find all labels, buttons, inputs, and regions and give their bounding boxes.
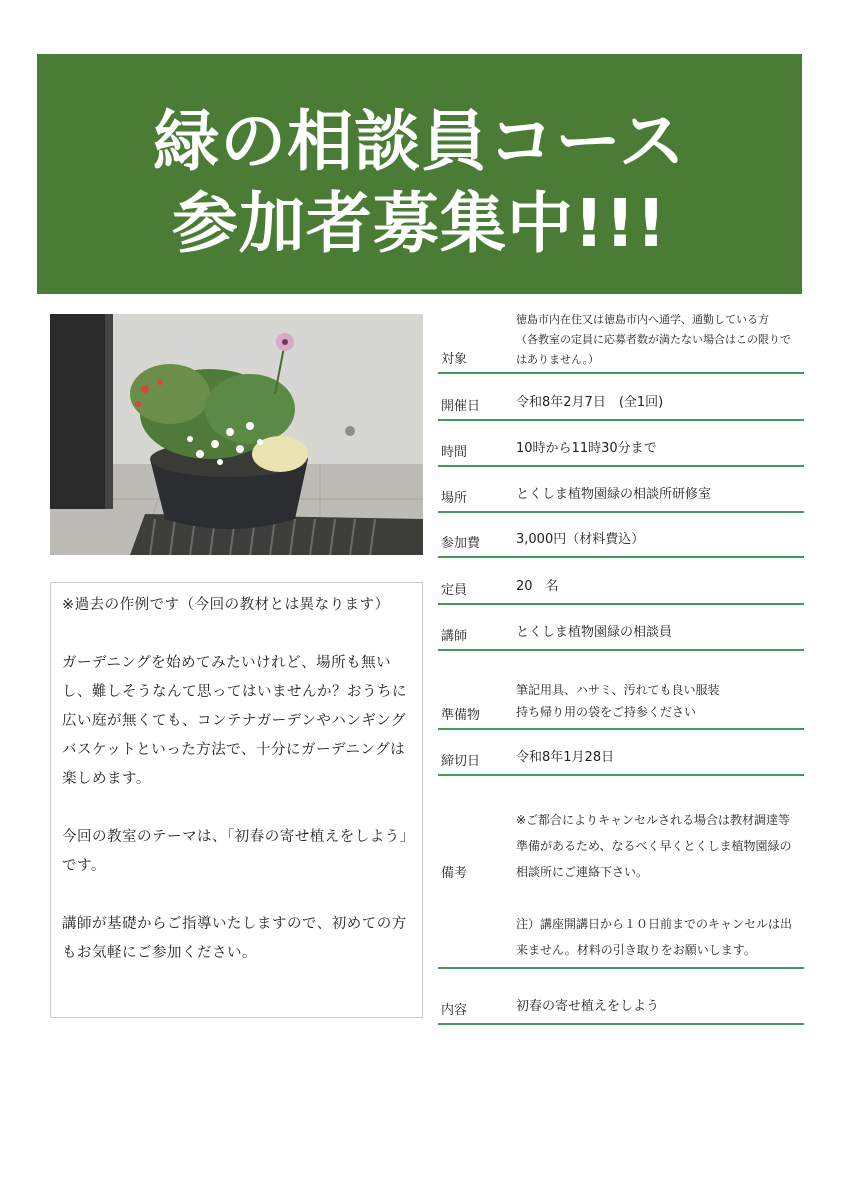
planter-photo-illustration <box>50 314 423 555</box>
description-paragraph-2: 今回の教室のテーマは、「初春の寄せ植えをしよう」です。 <box>62 829 408 874</box>
info-value: 3,000円（材料費込） <box>516 532 645 547</box>
description-paragraph-3: 講師が基礎からご指導いたしますので、初めての方もお気軽にご参加ください。 <box>62 916 407 961</box>
target-line-2: （各教室の定員に応募者数が満たない場合はこの限りではありません。） <box>516 333 791 366</box>
info-label: 定員 <box>441 583 468 598</box>
info-value: とくしま植物園緑の相談所研修室 <box>516 487 712 502</box>
title-line-1: 緑の相談員コース <box>153 103 686 180</box>
info-label: 開催日 <box>441 399 481 414</box>
info-label: 対象 <box>441 352 468 367</box>
info-row-date <box>438 374 804 421</box>
info-row-capacity <box>438 558 804 605</box>
info-value <box>516 310 800 370</box>
info-row-remarks <box>438 776 804 969</box>
photo-note: ※過去の作例です（今回の教材とは異なります） <box>62 597 390 613</box>
target-line-1: 徳島市内在住又は徳島市内へ通学、通勤している方 <box>516 313 769 326</box>
info-row-place <box>438 467 804 513</box>
info-row-items <box>438 651 804 730</box>
info-value: 10時から11時30分まで <box>516 441 657 456</box>
description-box <box>50 582 423 1018</box>
items-line-2: 持ち帰り用の袋をご持参ください <box>516 705 697 719</box>
info-label: 時間 <box>441 445 468 460</box>
info-value: 令和8年1月28日 <box>516 750 615 765</box>
info-row-instructor <box>438 605 804 651</box>
course-info-table <box>438 310 804 1025</box>
info-row-target <box>438 310 804 374</box>
info-row-content <box>438 969 804 1025</box>
info-value: とくしま植物園緑の相談員 <box>516 625 673 640</box>
title-line-2: 参加者募集中!!! <box>171 185 668 262</box>
info-value <box>516 679 800 723</box>
info-label: 場所 <box>441 491 468 506</box>
info-label: 締切日 <box>441 754 481 769</box>
items-line-1: 筆記用具、ハサミ、汚れても良い服装 <box>516 683 720 697</box>
remarks-line-1: ※ご都合によりキャンセルされる場合は教材調達等準備があるため、なるべく早くとくしま植物園緑の相談所にご連絡下さい。 <box>516 813 792 879</box>
info-label: 講師 <box>441 629 468 644</box>
info-label: 準備物 <box>441 708 481 723</box>
info-value: 令和8年2月7日 (全1回) <box>516 395 664 410</box>
info-value: 初春の寄せ植えをしよう <box>516 999 660 1014</box>
description-paragraph-1: ガーデニングを始めてみたいけれど、場所も無いし、難しそうなんて思ってはいませんか？おうちに広い庭が無くても、コンテナガーデンやハンギングバスケットといった方法で、十分にガーデニングは楽しめます。 <box>62 655 407 787</box>
info-label: 備考 <box>441 866 468 881</box>
example-photo <box>50 314 423 555</box>
info-label: 参加費 <box>441 536 481 551</box>
title-banner <box>37 54 802 294</box>
info-row-deadline <box>438 730 804 776</box>
info-row-fee <box>438 513 804 558</box>
info-label: 内容 <box>441 1003 468 1018</box>
remarks-line-2: 注）講座開講日から１０日前までのキャンセルは出来ません。材料の引き取りをお願いします。 <box>516 917 793 957</box>
info-value: 20 名 <box>516 579 559 594</box>
info-row-time <box>438 421 804 467</box>
info-value <box>516 807 800 963</box>
